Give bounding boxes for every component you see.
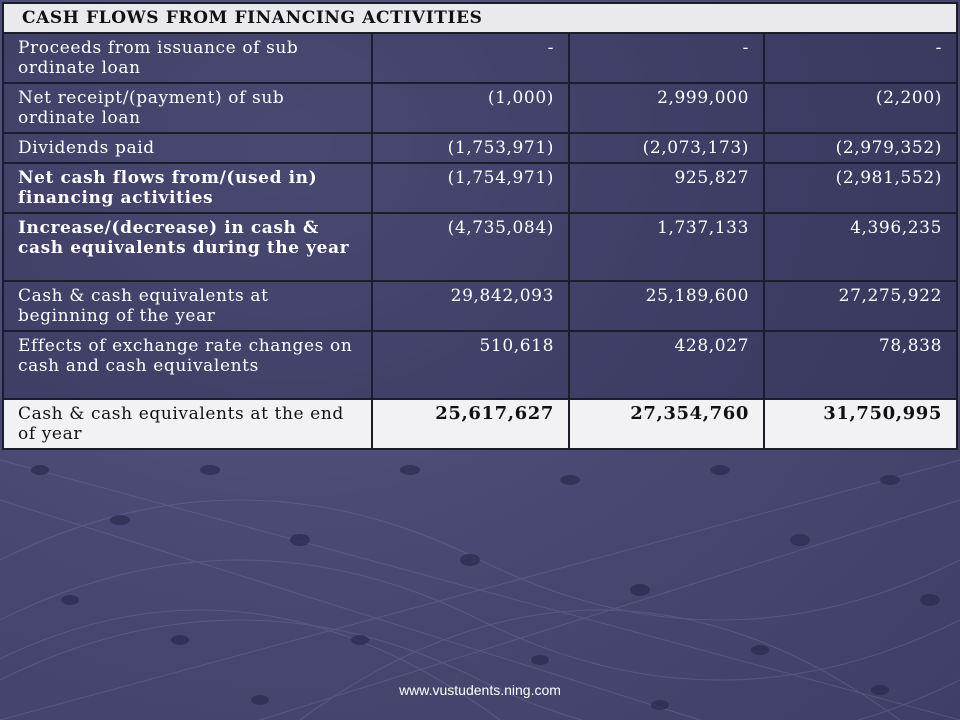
cell-value: 925,827 bbox=[569, 163, 764, 213]
row-label: Effects of exchange rate changes on cash and cash equivalents bbox=[3, 331, 372, 399]
footer-url: www.vustudents.ning.com bbox=[399, 682, 561, 698]
row-label: Dividends paid bbox=[3, 133, 372, 163]
cell-value: - bbox=[569, 33, 764, 83]
cell-value: 510,618 bbox=[372, 331, 569, 399]
cell-value: 25,189,600 bbox=[569, 281, 764, 331]
table-row bbox=[3, 33, 957, 83]
table-row bbox=[3, 213, 957, 281]
cell-value: 428,027 bbox=[569, 331, 764, 399]
cell-value: - bbox=[372, 33, 569, 83]
cell-value: 1,737,133 bbox=[569, 213, 764, 281]
cash-flow-table bbox=[2, 2, 958, 450]
cell-value: (4,735,084) bbox=[372, 213, 569, 281]
cell-value: 29,842,093 bbox=[372, 281, 569, 331]
row-label: Cash & cash equivalents at beginning of the year bbox=[3, 281, 372, 331]
table-row bbox=[3, 281, 957, 331]
row-label: Net receipt/(payment) of sub ordinate loan bbox=[3, 83, 372, 133]
cell-value: 27,275,922 bbox=[764, 281, 957, 331]
table-row bbox=[3, 83, 957, 133]
table-row bbox=[3, 331, 957, 399]
row-label: Net cash flows from/(used in) financing activities bbox=[3, 163, 372, 213]
row-label: Increase/(decrease) in cash & cash equivalents during the year bbox=[3, 213, 372, 281]
cell-value: (2,073,173) bbox=[569, 133, 764, 163]
cell-value: (1,754,971) bbox=[372, 163, 569, 213]
cell-value: (2,981,552) bbox=[764, 163, 957, 213]
table-total-row bbox=[3, 399, 957, 449]
cell-value: 27,354,760 bbox=[569, 399, 764, 449]
row-label: Cash & cash equivalents at the end of year bbox=[3, 399, 372, 449]
cell-value: 31,750,995 bbox=[764, 399, 957, 449]
cell-value: (2,200) bbox=[764, 83, 957, 133]
table-header-row bbox=[3, 3, 957, 33]
table-title: CASH FLOWS FROM FINANCING ACTIVITIES bbox=[3, 3, 957, 33]
cell-value: (1,753,971) bbox=[372, 133, 569, 163]
cell-value: (1,000) bbox=[372, 83, 569, 133]
row-label: Proceeds from issuance of sub ordinate loan bbox=[3, 33, 372, 83]
cell-value: 2,999,000 bbox=[569, 83, 764, 133]
cell-value: 78,838 bbox=[764, 331, 957, 399]
table-row bbox=[3, 163, 957, 213]
cell-value: 25,617,627 bbox=[372, 399, 569, 449]
cell-value: (2,979,352) bbox=[764, 133, 957, 163]
cell-value: 4,396,235 bbox=[764, 213, 957, 281]
cell-value: - bbox=[764, 33, 957, 83]
table-row bbox=[3, 133, 957, 163]
